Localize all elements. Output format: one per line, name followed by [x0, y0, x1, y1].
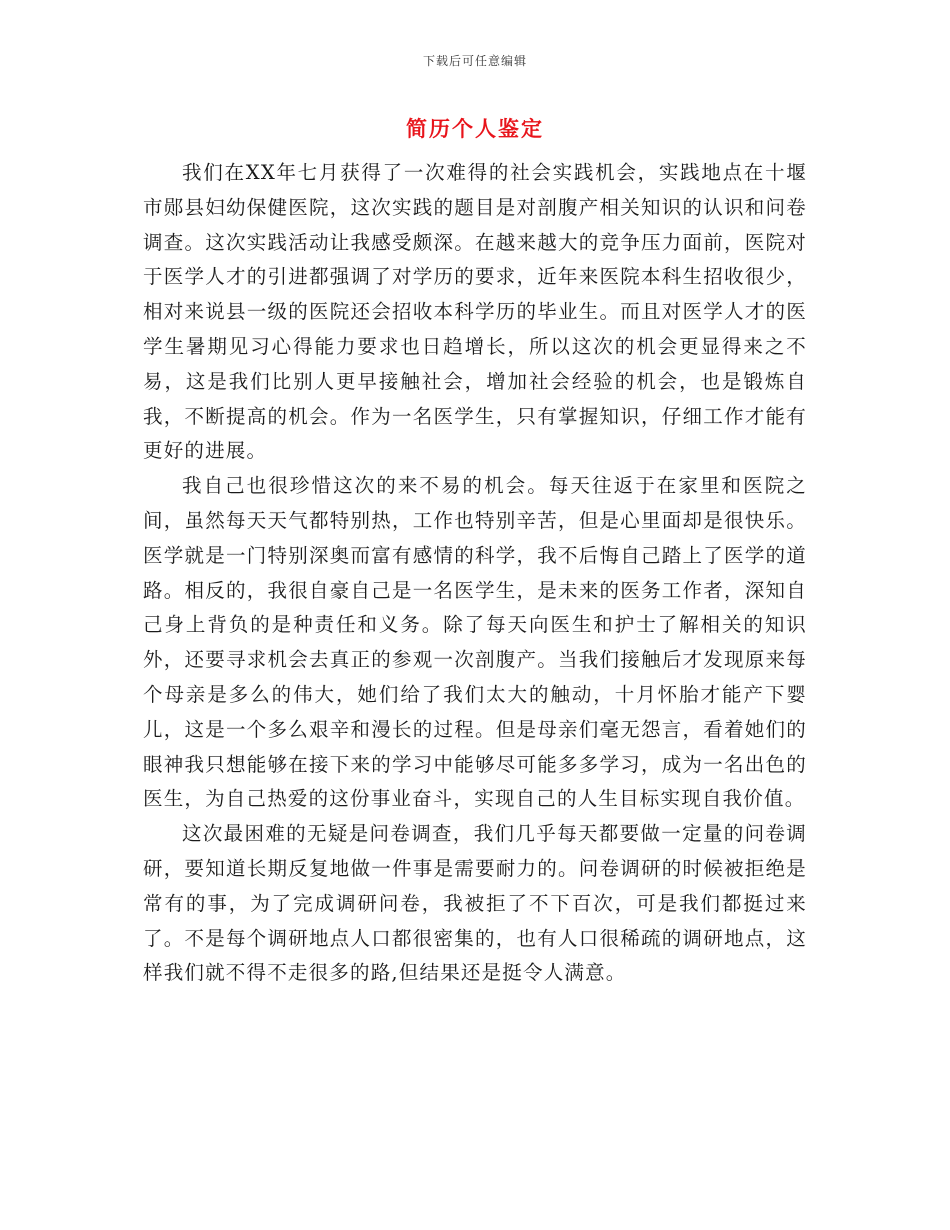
paragraph-3: 这次最困难的无疑是问卷调查，我们几乎每天都要做一定量的问卷调研，要知道长期反复地做一件事是需要耐力的。问卷调研的时候被拒绝是常有的事，为了完成调研问卷，我被拒了不下百次，可是我们都挺过来了。不是每个调研地点人口都很密集的，也有人口很稀疏的调研地点，这样我们就不得不走很多的路,但结果还是挺令人满意。 — [143, 822, 807, 985]
header-note: 下载后可任意编辑 — [422, 54, 527, 68]
document-title: 简历个人鉴定 — [406, 116, 544, 141]
paragraph-1: 我们在XX年七月获得了一次难得的社会实践机会，实践地点在十堰市郧县妇幼保健医院，这次实践的题目是对剖腹产相关知识的认识和问卷调查。这次实践活动让我感受颇深。在越来越大的竞争压力面前，医院对于医学人才的引进都强调了对学历的要求，近年来医院本科生招收很少，相对来说县一级的医院还会招收本科学历的毕业生。而且对医学人才的医学生暑期见习心得能力要求也日趋增长，所以这次的机会更显得来之不易，这是我们比别人更早接触社会，增加社会经验的机会，也是锻炼自我，不断提高的机会。作为一名医学生，只有掌握知识，仔细工作才能有更好的进展。 — [143, 161, 807, 463]
paragraph-2: 我自己也很珍惜这次的来不易的机会。每天往返于在家里和医院之间，虽然每天天气都特别热，工作也特别辛苦，但是心里面却是很快乐。医学就是一门特别深奥而富有感情的科学，我不后悔自己踏上了医学的道路。相反的，我很自豪自己是一名医学生，是未来的医务工作者，深知自己身上背负的是种责任和义务。除了每天向医生和护士了解相关的知识外，还要寻求机会去真正的参观一次剖腹产。当我们接触后才发现原来每个母亲是多么的伟大，她们给了我们太大的触动，十月怀胎才能产下婴儿，这是一个多么艰辛和漫长的过程。但是母亲们毫无怨言，看着她们的眼神我只想能够在接下来的学习中能够尽可能多多学习，成为一名出色的医生，为自己热爱的这份事业奋斗，实现自己的人生目标实现自我价值。 — [143, 474, 807, 811]
document-body — [143, 156, 807, 991]
